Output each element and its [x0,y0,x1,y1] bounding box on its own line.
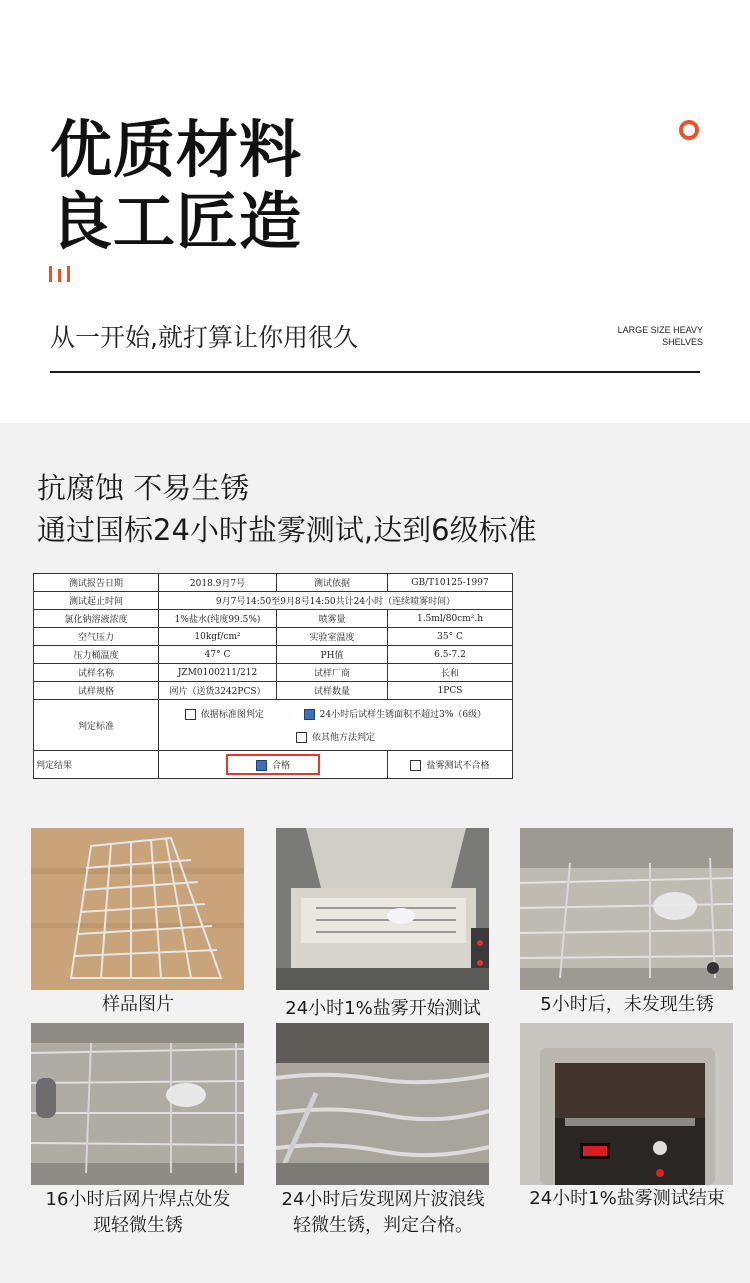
table-cell: 2018.9月7号 [159,574,277,592]
table-cell: 35° C [388,628,513,646]
photo-caption-line-1: 24小时后发现网片波浪线 [281,1189,485,1210]
photo-caption: 24小时1%盐雾测试结束 [529,1188,725,1209]
checkbox-icon [185,709,196,720]
divider [50,371,700,373]
criteria-cell [159,700,513,751]
section-heading-1: 抗腐蚀 不易生锈 [37,471,250,505]
ring-icon [679,120,699,140]
photo-caption-line-2: 轻微生锈，判定合格。 [293,1215,473,1236]
table-row [34,574,513,592]
criteria-option-1: 依据标准图判定 [185,707,264,720]
criteria-option-3: 依其他方法判定 [159,730,512,743]
photo-test-start [276,828,489,990]
photo-16-hours [31,1023,244,1185]
table-row [34,628,513,646]
table-cell: 47° C [159,646,277,664]
table-cell: 试样名称 [34,664,159,682]
table-cell: 判定结果 [34,751,159,779]
table-cell: 试样厂商 [277,664,388,682]
table-row [34,592,513,610]
table-cell: 测试依据 [277,574,388,592]
english-line-2: SHELVES [662,337,703,347]
table-cell: 实验室温度 [277,628,388,646]
photo-5-hours [520,828,733,990]
photo-caption-line-1: 16小时后网片焊点处发 [45,1189,231,1210]
table-cell: JZM0100211/212 [159,664,277,682]
checkbox-icon [410,760,421,771]
photo-sample [31,828,244,990]
photo-caption [268,1187,498,1239]
table-row [34,682,513,700]
table-cell: PH值 [277,646,388,664]
table-row [34,751,513,779]
result-fail-cell: 盐雾测试不合格 [388,751,513,779]
table-row [34,610,513,628]
english-tagline [618,324,703,348]
english-line-1: LARGE SIZE HEAVY [617,325,703,335]
photo-caption-line-2: 现轻微生锈 [93,1215,183,1236]
slogan: 从一开始,就打算让你用很久 [50,323,358,352]
result-pass-cell [159,751,388,779]
table-cell: 6.5-7.2 [388,646,513,664]
table-cell: 10kgf/cm² [159,628,277,646]
table-cell: 1.5ml/80cm².h [388,610,513,628]
photo-caption: 样品图片 [102,994,174,1015]
test-report-table [33,573,513,779]
table-cell: 测试起止时间 [34,592,159,610]
table-cell: 测试报告日期 [34,574,159,592]
photo-test-end [520,1023,733,1185]
table-cell: 1%盐水(纯度99.5%) [159,610,277,628]
photo-24-hours-result [276,1023,489,1185]
result-pass-highlight: 合格 [226,754,320,775]
table-cell: 网片（送货3242PCS） [159,682,277,700]
table-row [34,646,513,664]
table-cell: 氯化钠溶液浓度 [34,610,159,628]
checkbox-checked-icon [304,709,315,720]
photo-caption: 24小时1%盐雾开始测试 [285,998,481,1019]
photo-caption: 5小时后，未发现生锈 [540,994,714,1015]
title-line-2: 良工匠造 [50,185,303,258]
table-cell: 判定标准 [34,700,159,751]
table-row [34,700,513,751]
table-cell: 试样规格 [34,682,159,700]
table-cell: 喷雾量 [277,610,388,628]
checkbox-checked-icon [256,760,267,771]
header-section [0,0,750,423]
photo-caption [23,1187,253,1239]
criteria-option-2: 24小时后试样生锈面积不超过3%（6级） [304,707,486,720]
section-heading-2: 通过国标24小时盐雾测试,达到6级标准 [37,513,537,547]
table-cell: 长和 [388,664,513,682]
table-row [34,664,513,682]
checkbox-icon [296,732,307,743]
table-cell: 空气压力 [34,628,159,646]
table-cell: GB/T10125-1997 [388,574,513,592]
table-cell: 1PCS [388,682,513,700]
table-cell: 9月7号14:50至9月8号14:50共计24小时（连续喷雾时间） [159,592,513,610]
table-cell: 压力桶温度 [34,646,159,664]
table-cell: 试样数量 [277,682,388,700]
title-line-1: 优质材料 [50,113,303,186]
